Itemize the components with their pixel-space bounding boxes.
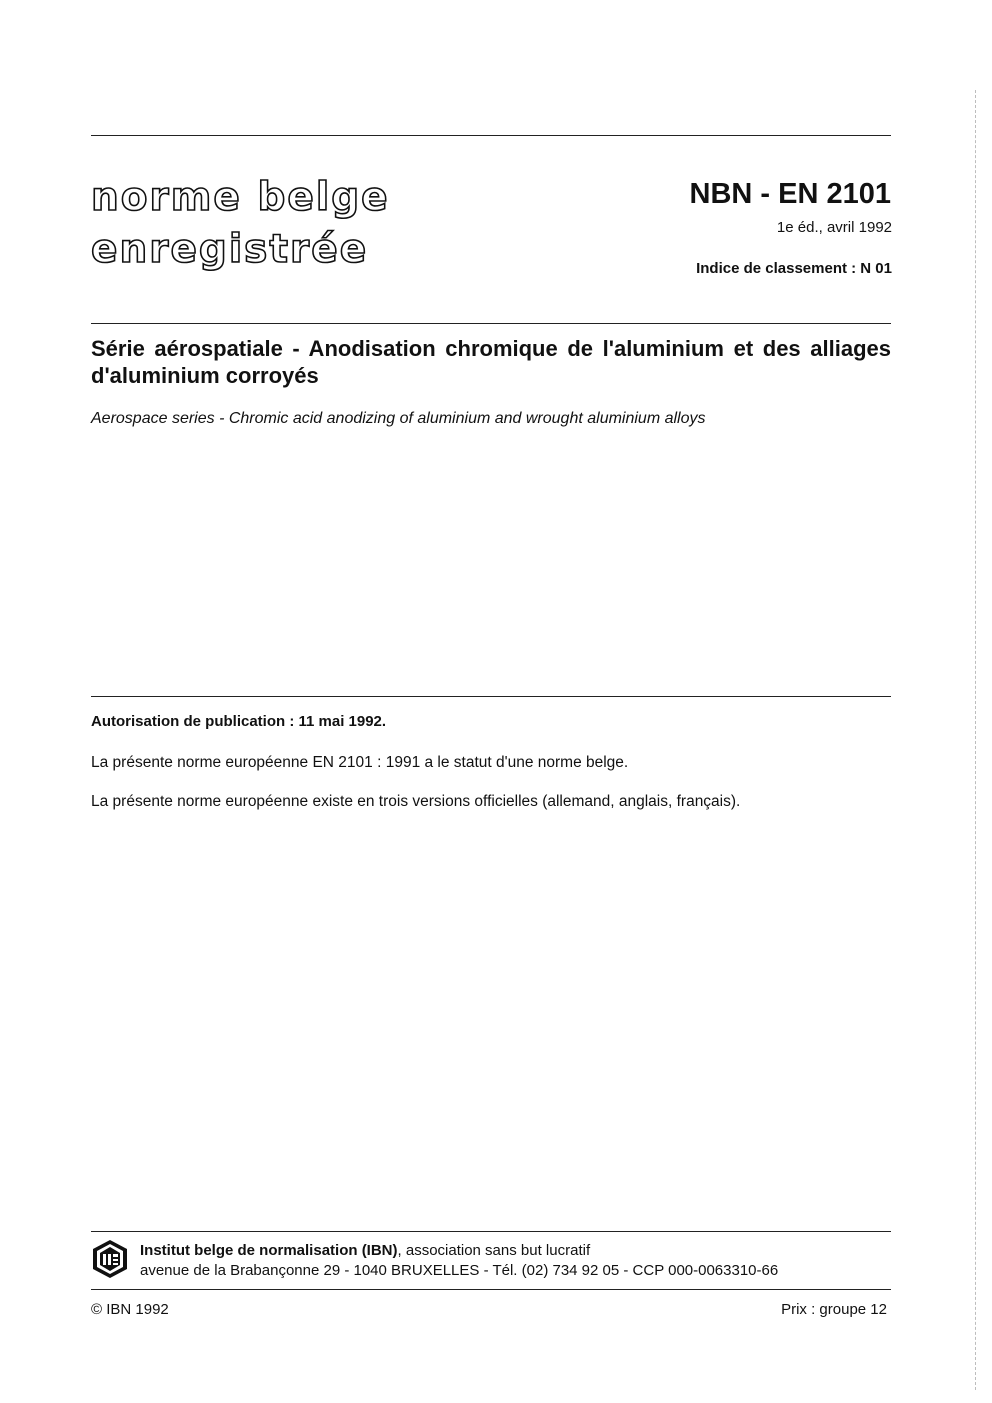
status-paragraph: La présente norme européenne EN 2101 : 1991 a le statut d'une norme belge. [91, 754, 629, 771]
brand-title [91, 172, 390, 276]
document-title-en: Aerospace series - Chromic acid anodizing of aluminium and wrought aluminium alloys [91, 410, 706, 427]
brand-line-2: enregistrée [91, 227, 369, 272]
institute-line [140, 1242, 590, 1259]
classification-index: Indice de classement : N 01 [696, 260, 892, 277]
scan-edge-artifact [975, 90, 976, 1390]
ibn-logo-icon [91, 1239, 129, 1279]
institute-name: Institut belge de normalisation (IBN) [140, 1242, 398, 1259]
standard-code: NBN - EN 2101 [689, 178, 891, 210]
edition-date: 1e éd., avril 1992 [776, 219, 892, 236]
body-rule [91, 696, 891, 697]
institute-address: avenue de la Brabançonne 29 - 1040 BRUXELLES - Tél. (02) 734 92 05 - CCP 000-0063310-66 [140, 1262, 779, 1279]
footer-bottom-rule [91, 1289, 891, 1290]
copyright-notice: © IBN 1992 [91, 1301, 169, 1318]
top-rule [91, 135, 891, 136]
institute-description: , association sans but lucratif [397, 1242, 591, 1259]
title-rule [91, 323, 891, 324]
document-title-fr: Série aérospatiale - Anodisation chromique de l'aluminium et des alliages d'aluminium corroyés [91, 336, 891, 388]
authorization-date: Autorisation de publication : 11 mai 1992. [91, 713, 387, 730]
versions-paragraph: La présente norme européenne existe en trois versions officielles (allemand, anglais, français). [91, 793, 741, 810]
brand-line-1: norme belge [91, 175, 390, 220]
footer-top-rule [91, 1231, 891, 1232]
price-group: Prix : groupe 12 [781, 1301, 887, 1318]
